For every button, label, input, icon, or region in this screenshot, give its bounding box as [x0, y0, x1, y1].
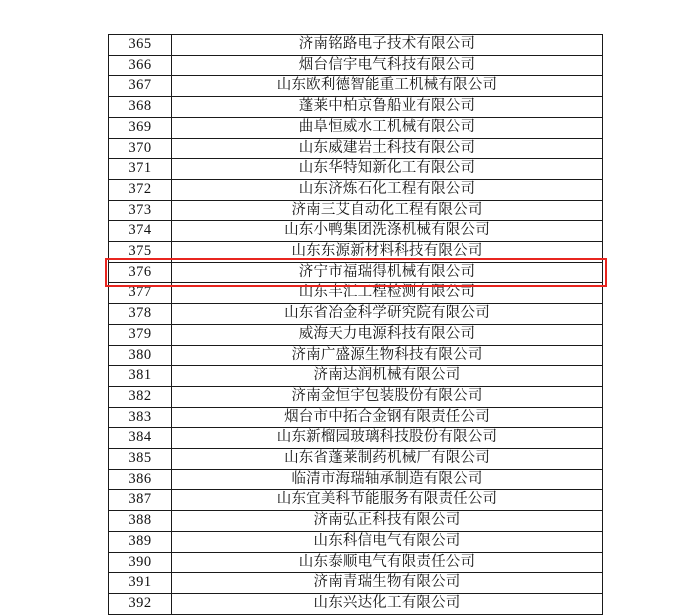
row-number-cell: 366	[109, 55, 172, 76]
row-number-cell: 372	[109, 179, 172, 200]
company-name-cell: 山东威建岩土科技有限公司	[172, 138, 603, 159]
row-number-cell: 391	[109, 573, 172, 594]
row-number-cell: 374	[109, 221, 172, 242]
table-row	[109, 573, 603, 594]
row-number-cell: 376	[109, 262, 172, 283]
company-name-cell: 济南广盛源生物科技有限公司	[172, 345, 603, 366]
company-name-cell: 山东新榴园玻璃科技股份有限公司	[172, 428, 603, 449]
company-name-cell: 济南铭路电子技术有限公司	[172, 35, 603, 56]
row-number-cell: 385	[109, 449, 172, 470]
company-name-cell: 济南三艾自动化工程有限公司	[172, 200, 603, 221]
table-row	[109, 593, 603, 614]
company-name-cell: 山东兴达化工有限公司	[172, 593, 603, 614]
company-name-cell: 烟台市中拓合金钢有限责任公司	[172, 407, 603, 428]
company-name-cell: 济南达润机械有限公司	[172, 366, 603, 387]
row-number-cell: 367	[109, 76, 172, 97]
table-row	[109, 490, 603, 511]
table-row	[109, 179, 603, 200]
row-number-cell: 390	[109, 552, 172, 573]
table-row	[109, 324, 603, 345]
table-row	[109, 304, 603, 325]
company-name-cell: 山东欧利德智能重工机械有限公司	[172, 76, 603, 97]
row-number-cell: 384	[109, 428, 172, 449]
table-row	[109, 138, 603, 159]
table-row	[109, 449, 603, 470]
company-name-cell: 烟台信宇电气科技有限公司	[172, 55, 603, 76]
row-number-cell: 365	[109, 35, 172, 56]
company-name-cell: 山东东源新材料科技有限公司	[172, 242, 603, 263]
company-name-cell: 济南金恒宇包装股份有限公司	[172, 386, 603, 407]
table-row	[109, 200, 603, 221]
company-name-cell: 济南弘正科技有限公司	[172, 511, 603, 532]
company-name-cell: 临清市海瑞轴承制造有限公司	[172, 469, 603, 490]
row-number-cell: 368	[109, 97, 172, 118]
company-name-cell: 济南青瑞生物有限公司	[172, 573, 603, 594]
table-row	[109, 55, 603, 76]
table-row	[109, 159, 603, 180]
row-number-cell: 388	[109, 511, 172, 532]
row-number-cell: 370	[109, 138, 172, 159]
row-number-cell: 381	[109, 366, 172, 387]
row-number-cell: 371	[109, 159, 172, 180]
company-name-cell: 曲阜恒威水工机械有限公司	[172, 117, 603, 138]
row-number-cell: 389	[109, 531, 172, 552]
company-name-cell: 山东华特知新化工有限公司	[172, 159, 603, 180]
company-name-cell: 山东省冶金科学研究院有限公司	[172, 304, 603, 325]
table-row	[109, 552, 603, 573]
table-row	[109, 386, 603, 407]
table-row	[109, 97, 603, 118]
row-number-cell: 377	[109, 283, 172, 304]
row-number-cell: 369	[109, 117, 172, 138]
table-row	[109, 262, 603, 283]
company-name-cell: 山东省蓬莱制药机械厂有限公司	[172, 449, 603, 470]
row-number-cell: 379	[109, 324, 172, 345]
table-row	[109, 283, 603, 304]
table-row	[109, 531, 603, 552]
table-row	[109, 407, 603, 428]
table-row	[109, 366, 603, 387]
company-name-cell: 山东宜美科节能服务有限责任公司	[172, 490, 603, 511]
table-row	[109, 35, 603, 56]
company-list-table	[108, 34, 603, 615]
row-number-cell: 378	[109, 304, 172, 325]
company-name-cell: 山东济炼石化工程有限公司	[172, 179, 603, 200]
table-row	[109, 221, 603, 242]
company-name-cell: 威海天力电源科技有限公司	[172, 324, 603, 345]
table-row	[109, 428, 603, 449]
table-row	[109, 345, 603, 366]
company-name-cell: 山东科信电气有限公司	[172, 531, 603, 552]
row-number-cell: 392	[109, 593, 172, 614]
row-number-cell: 373	[109, 200, 172, 221]
row-number-cell: 386	[109, 469, 172, 490]
row-number-cell: 387	[109, 490, 172, 511]
row-number-cell: 375	[109, 242, 172, 263]
table-body	[109, 35, 603, 615]
company-name-cell: 蓬莱中柏京鲁船业有限公司	[172, 97, 603, 118]
row-number-cell: 380	[109, 345, 172, 366]
table-row	[109, 511, 603, 532]
company-name-cell: 济宁市福瑞得机械有限公司	[172, 262, 603, 283]
table-row	[109, 117, 603, 138]
table-row	[109, 242, 603, 263]
table-row	[109, 76, 603, 97]
table-row	[109, 469, 603, 490]
row-number-cell: 383	[109, 407, 172, 428]
company-name-cell: 山东泰顺电气有限责任公司	[172, 552, 603, 573]
row-number-cell: 382	[109, 386, 172, 407]
company-name-cell: 山东丰汇工程检测有限公司	[172, 283, 603, 304]
company-name-cell: 山东小鸭集团洗涤机械有限公司	[172, 221, 603, 242]
